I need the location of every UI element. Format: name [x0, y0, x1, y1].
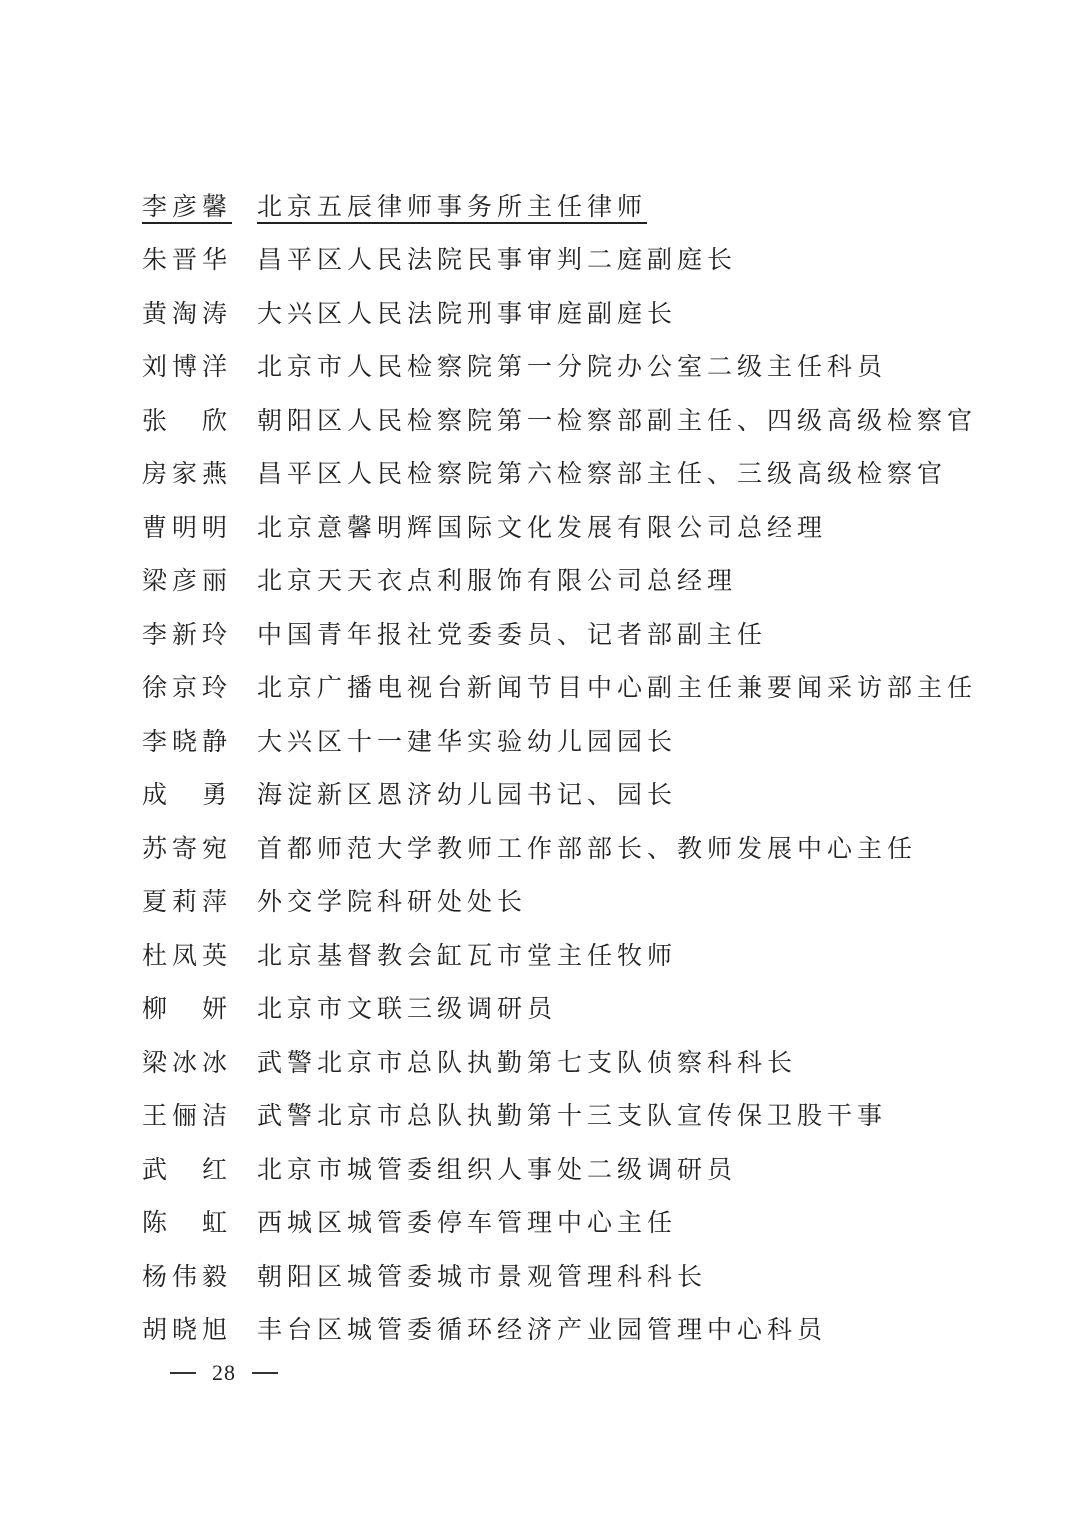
- person-title: 首都师范大学教师工作部部长、教师发展中心主任: [257, 833, 918, 863]
- person-name: 王俪洁: [142, 1101, 233, 1131]
- person-title: 北京意馨明辉国际文化发展有限公司总经理: [257, 512, 828, 542]
- list-item: [142, 1248, 1022, 1302]
- person-name: 李晓静: [142, 726, 233, 756]
- list-item: [142, 820, 1022, 874]
- list-item: [142, 553, 1022, 607]
- person-title: 朝阳区城管委城市景观管理科科长: [257, 1261, 708, 1291]
- list-item: [142, 660, 1022, 714]
- list-item: [142, 874, 1022, 928]
- person-title: 北京天天衣点利服饰有限公司总经理: [257, 566, 738, 596]
- list-item: [142, 1088, 1022, 1142]
- person-title: 北京市文联三级调研员: [257, 994, 558, 1024]
- list-item: [142, 339, 1022, 393]
- person-name: 徐京玲: [142, 673, 233, 703]
- list-item: [142, 1141, 1022, 1195]
- person-name: 苏寄宛: [142, 833, 233, 863]
- list-item: [142, 981, 1022, 1035]
- footer-dash-right: [252, 1372, 278, 1374]
- page-footer: [170, 1355, 278, 1391]
- person-name: 夏莉萍: [142, 887, 233, 917]
- person-name: 房家燕: [142, 459, 233, 489]
- person-name: 刘博洋: [142, 352, 233, 382]
- person-title: 武警北京市总队执勤第七支队侦察科科长: [257, 1047, 798, 1077]
- person-name: 胡晓旭: [142, 1315, 233, 1345]
- list-item: [142, 767, 1022, 821]
- person-title: 朝阳区人民检察院第一检察部副主任、四级高级检察官: [257, 405, 978, 435]
- person-title: 丰台区城管委循环经济产业园管理中心科员: [257, 1315, 828, 1345]
- name-list: [142, 178, 1022, 1355]
- list-item: [142, 446, 1022, 500]
- person-name: 李新玲: [142, 619, 233, 649]
- list-item: [142, 606, 1022, 660]
- person-title: 昌平区人民检察院第六检察部主任、三级高级检察官: [257, 459, 948, 489]
- person-title: 昌平区人民法院民事审判二庭副庭长: [257, 245, 738, 275]
- list-item: [142, 713, 1022, 767]
- person-title: 大兴区十一建华实验幼儿园园长: [257, 726, 678, 756]
- list-item: [142, 1195, 1022, 1249]
- person-title: 中国青年报社党委委员、记者部副主任: [257, 619, 768, 649]
- person-name: 曹明明: [142, 512, 233, 542]
- person-title: 北京五辰律师事务所主任律师: [257, 191, 648, 221]
- person-name: 杨伟毅: [142, 1261, 233, 1291]
- person-title: 北京市城管委组织人事处二级调研员: [257, 1154, 738, 1184]
- list-item: [142, 499, 1022, 553]
- person-title: 西城区城管委停车管理中心主任: [257, 1208, 678, 1238]
- person-title: 北京市人民检察院第一分院办公室二级主任科员: [257, 352, 888, 382]
- person-name: 李彦馨: [142, 191, 233, 221]
- person-name: 柳妍: [142, 994, 263, 1024]
- list-item: [142, 1302, 1022, 1356]
- person-title: 北京广播电视台新闻节目中心副主任兼要闻采访部主任: [257, 673, 978, 703]
- page-number: 28: [212, 1360, 236, 1385]
- person-title: 武警北京市总队执勤第十三支队宣传保卫股干事: [257, 1101, 888, 1131]
- list-item: [142, 392, 1022, 446]
- person-name: 成勇: [142, 780, 263, 810]
- list-item: [142, 285, 1022, 339]
- footer-dash-left: [170, 1372, 196, 1374]
- person-title: 海淀新区恩济幼儿园书记、园长: [257, 780, 678, 810]
- list-item: [142, 178, 1022, 232]
- person-name: 梁彦丽: [142, 566, 233, 596]
- person-title: 外交学院科研处处长: [257, 887, 528, 917]
- person-name: 朱晋华: [142, 245, 233, 275]
- person-name: 张欣: [142, 405, 263, 435]
- person-title: 大兴区人民法院刑事审庭副庭长: [257, 298, 678, 328]
- person-name: 黄淘涛: [142, 298, 233, 328]
- person-name: 梁冰冰: [142, 1047, 233, 1077]
- list-item: [142, 1034, 1022, 1088]
- list-item: [142, 927, 1022, 981]
- list-item: [142, 232, 1022, 286]
- person-name: 武红: [142, 1154, 263, 1184]
- person-name: 杜凤英: [142, 940, 233, 970]
- person-name: 陈虹: [142, 1208, 263, 1238]
- person-title: 北京基督教会缸瓦市堂主任牧师: [257, 940, 678, 970]
